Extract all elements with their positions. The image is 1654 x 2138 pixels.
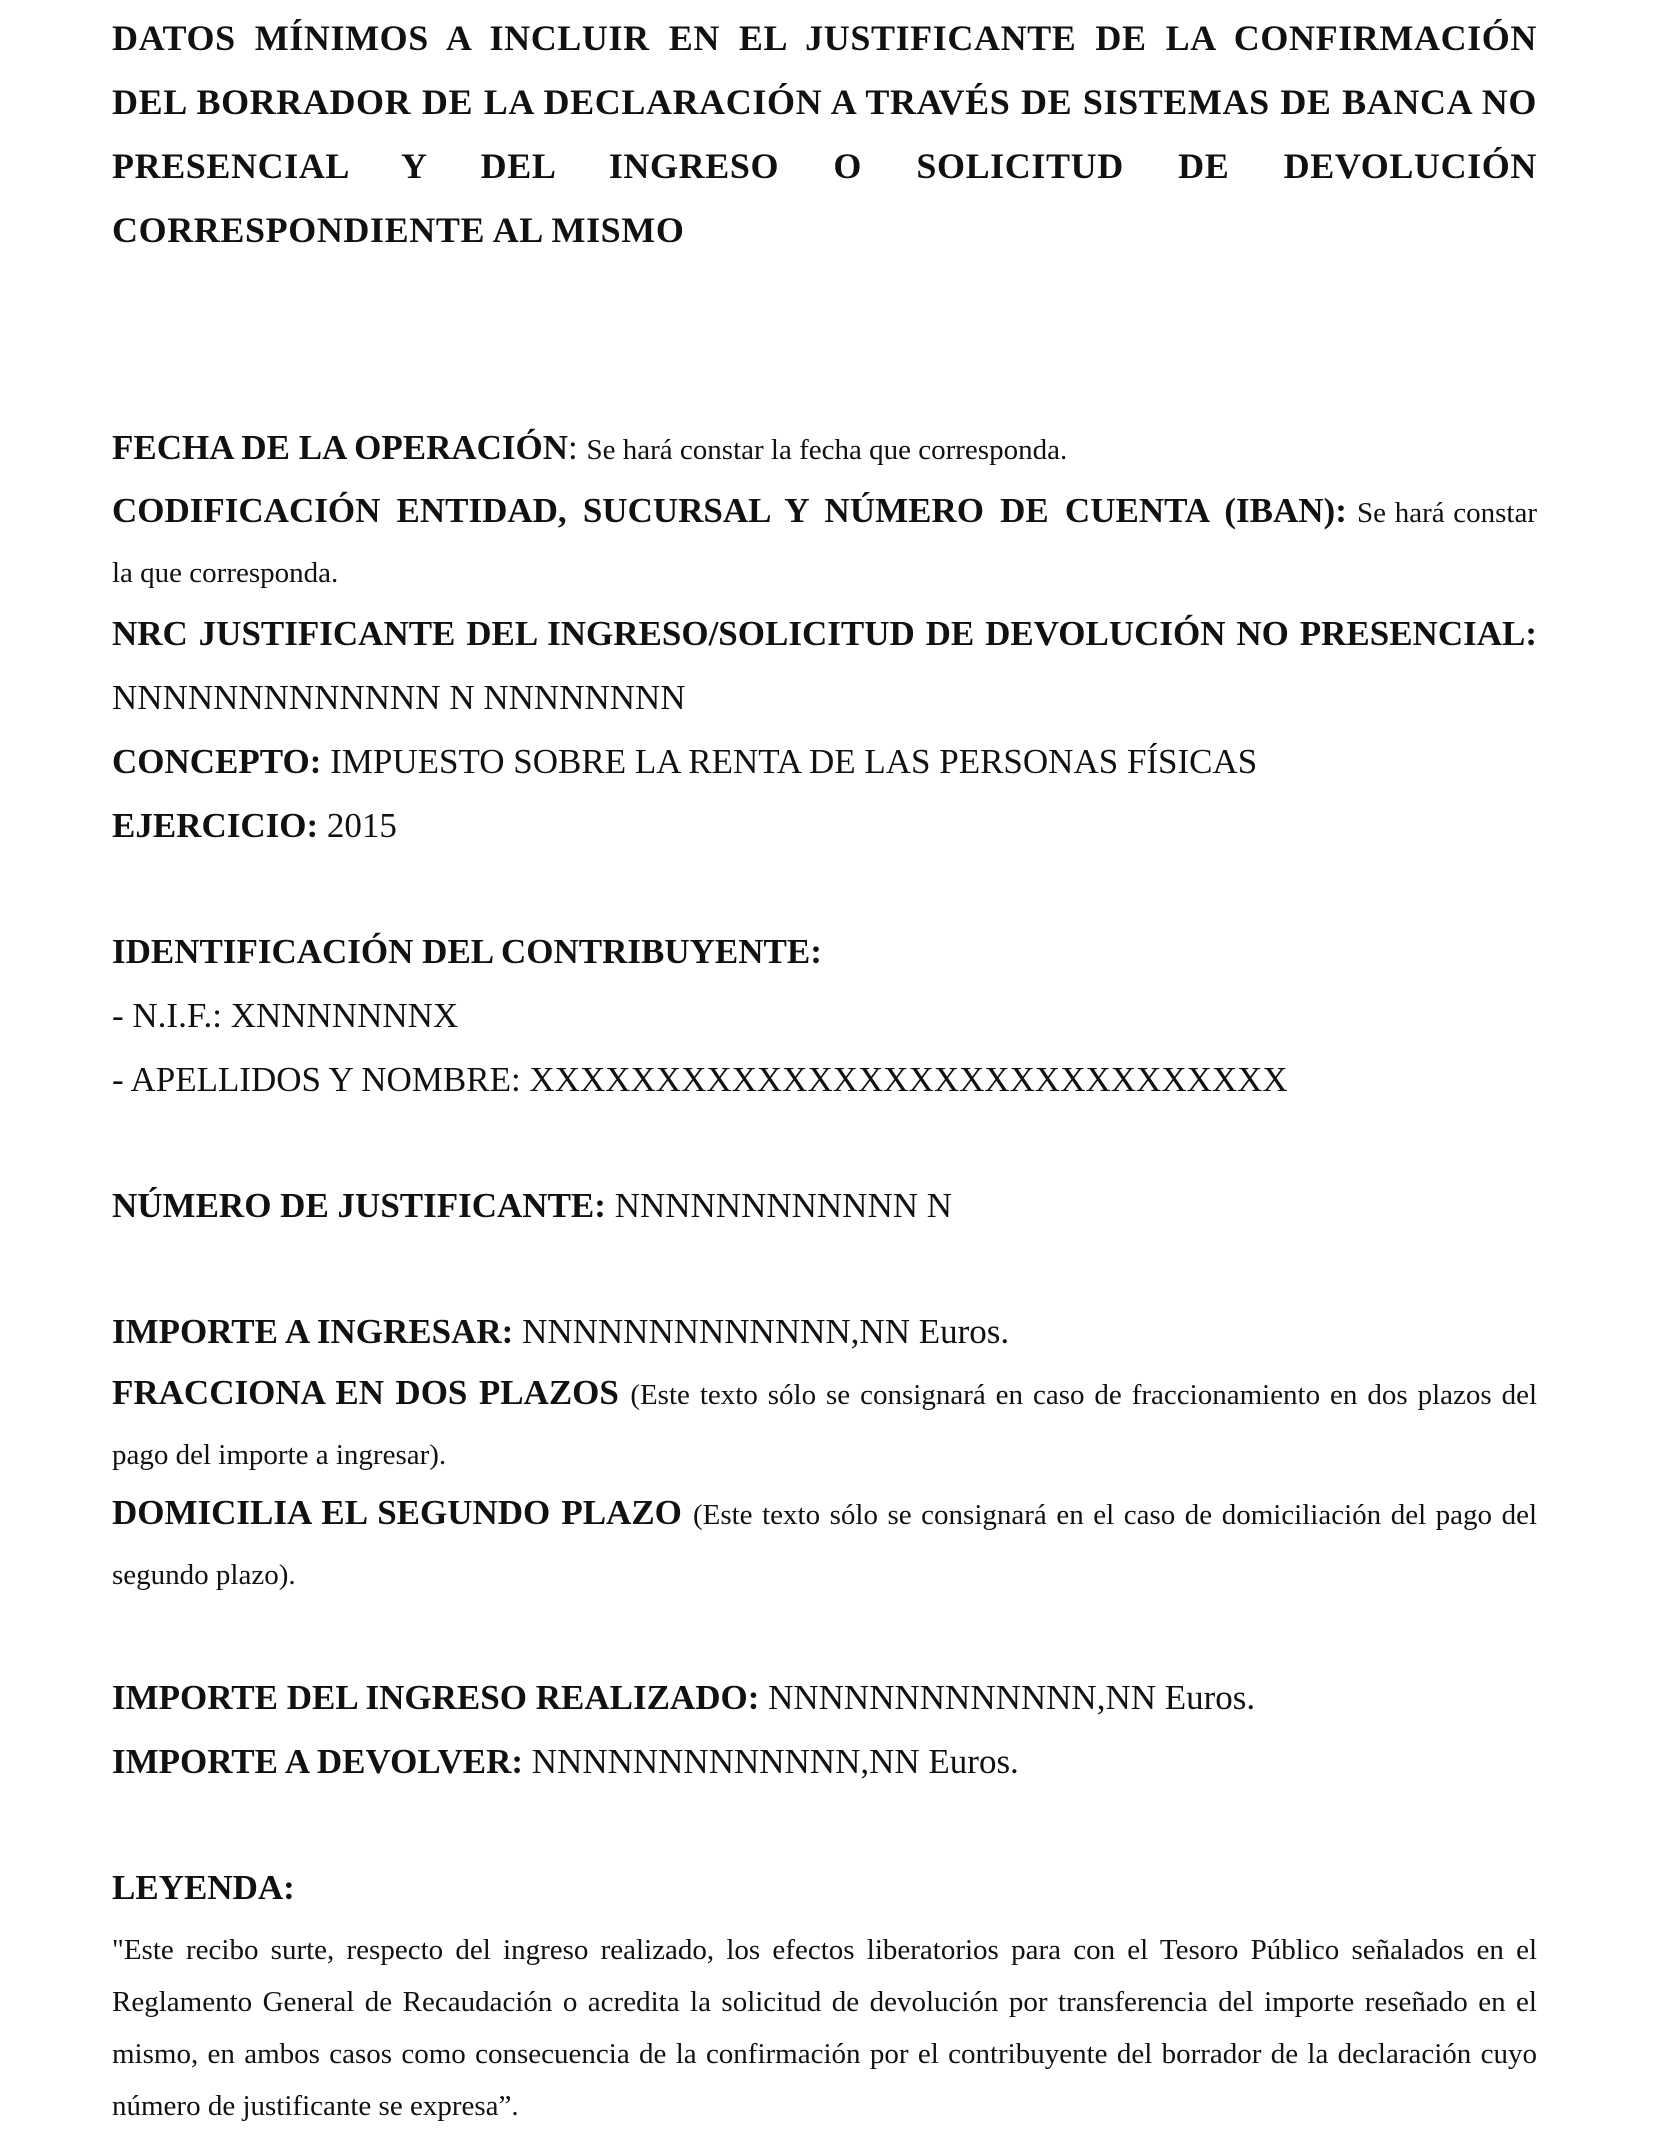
document-title: DATOS MÍNIMOS A INCLUIR EN EL JUSTIFICANTE DE LA CONFIRMACIÓN DEL BORRADOR DE LA DECLARACIÓN A TRAVÉS DE SISTEMAS DE BANCA NO PRESENCIAL Y DEL INGRESO O SOLICITUD DE DEVOLUCIÓN CORRESPONDIENTE AL MISMO: [112, 18, 1537, 250]
numero-justificante-value: NNNNNNNNNNNN N: [614, 1186, 953, 1225]
domicilia-label: DOMICILIA EL SEGUNDO PLAZO: [112, 1493, 682, 1532]
importe-devolver-value: NNNNNNNNNNNNN,NN Euros.: [531, 1742, 1019, 1781]
importe-devolver-row: [112, 1730, 1537, 1794]
codificacion-label: CODIFICACIÓN ENTIDAD, SUCURSAL Y NÚMERO DE CUENTA (IBAN):: [112, 491, 1347, 530]
fecha-operacion-label: FECHA DE LA OPERACIÓN: [112, 428, 569, 467]
concepto-label: CONCEPTO:: [112, 742, 322, 781]
importe-realizado-label: IMPORTE DEL INGRESO REALIZADO:: [112, 1678, 760, 1717]
importe-ingresar-label: IMPORTE A INGRESAR:: [112, 1312, 514, 1351]
fracciona-value: (Este texto sólo se consignará en caso de fraccionamiento en dos plazos del pago del importe a ingresar).: [112, 1379, 1538, 1471]
codificacion-value: Se hará constar la que corresponda.: [112, 497, 1537, 589]
ejercicio-row: [112, 794, 1537, 858]
leyenda-heading: [112, 1856, 1537, 1920]
nrc-label: NRC JUSTIFICANTE DEL INGRESO/SOLICITUD DE DEVOLUCIÓN NO PRESENCIAL:: [112, 614, 1537, 653]
identificacion-heading: [112, 920, 1537, 984]
fecha-operacion-value: Se hará constar la fecha que corresponda.: [586, 434, 1068, 466]
domicilia-row: [112, 1484, 1537, 1604]
leyenda-heading-text: LEYENDA:: [112, 1868, 295, 1907]
importe-realizado-row: [112, 1666, 1537, 1730]
numero-justificante-label: NÚMERO DE JUSTIFICANTE:: [112, 1186, 606, 1225]
fecha-operacion-row: [112, 416, 1537, 482]
ejercicio-label: EJERCICIO:: [112, 806, 319, 845]
fecha-operacion-separator: :: [568, 428, 587, 467]
concepto-value: IMPUESTO SOBRE LA RENTA DE LAS PERSONAS FÍSICAS: [330, 742, 1258, 781]
numero-justificante-row: [112, 1174, 1537, 1238]
fracciona-label: FRACCIONA EN DOS PLAZOS: [112, 1373, 619, 1412]
importe-ingresar-row: [112, 1300, 1537, 1364]
leyenda-text: "Este recibo surte, respecto del ingreso realizado, los efectos liberatorios para con el Tesoro Público señalados en el Reglamento General de Recaudación o acredita la solicitud de devolución por transferencia del importe reseñado en el mismo, en ambos casos como consecuencia de la confirmación por el contribuyente del borrador de la declaración cuyo número de justificante se expresa”.: [112, 1934, 1537, 2122]
nif-row: - N.I.F.: XNNNNNNNX: [112, 996, 459, 1035]
apellidos-nombre-row: - APELLIDOS Y NOMBRE: XXXXXXXXXXXXXXXXXXXXXXXXXXXXXX: [112, 1060, 1288, 1099]
concepto-row: [112, 730, 1537, 794]
codificacion-row: [112, 482, 1537, 602]
ejercicio-value: 2015: [326, 806, 397, 845]
nrc-row: [112, 602, 1537, 730]
fracciona-row: [112, 1364, 1537, 1484]
identificacion-heading-text: IDENTIFICACIÓN DEL CONTRIBUYENTE:: [112, 932, 822, 971]
importe-ingresar-value: NNNNNNNNNNNNN,NN Euros.: [522, 1312, 1010, 1351]
domicilia-value: (Este texto sólo se consignará en el caso de domiciliación del pago del segundo plazo).: [112, 1499, 1538, 1591]
nrc-value: NNNNNNNNNNNNN N NNNNNNNN: [112, 678, 686, 717]
importe-devolver-label: IMPORTE A DEVOLVER:: [112, 1742, 524, 1781]
importe-realizado-value: NNNNNNNNNNNNN,NN Euros.: [768, 1678, 1256, 1717]
